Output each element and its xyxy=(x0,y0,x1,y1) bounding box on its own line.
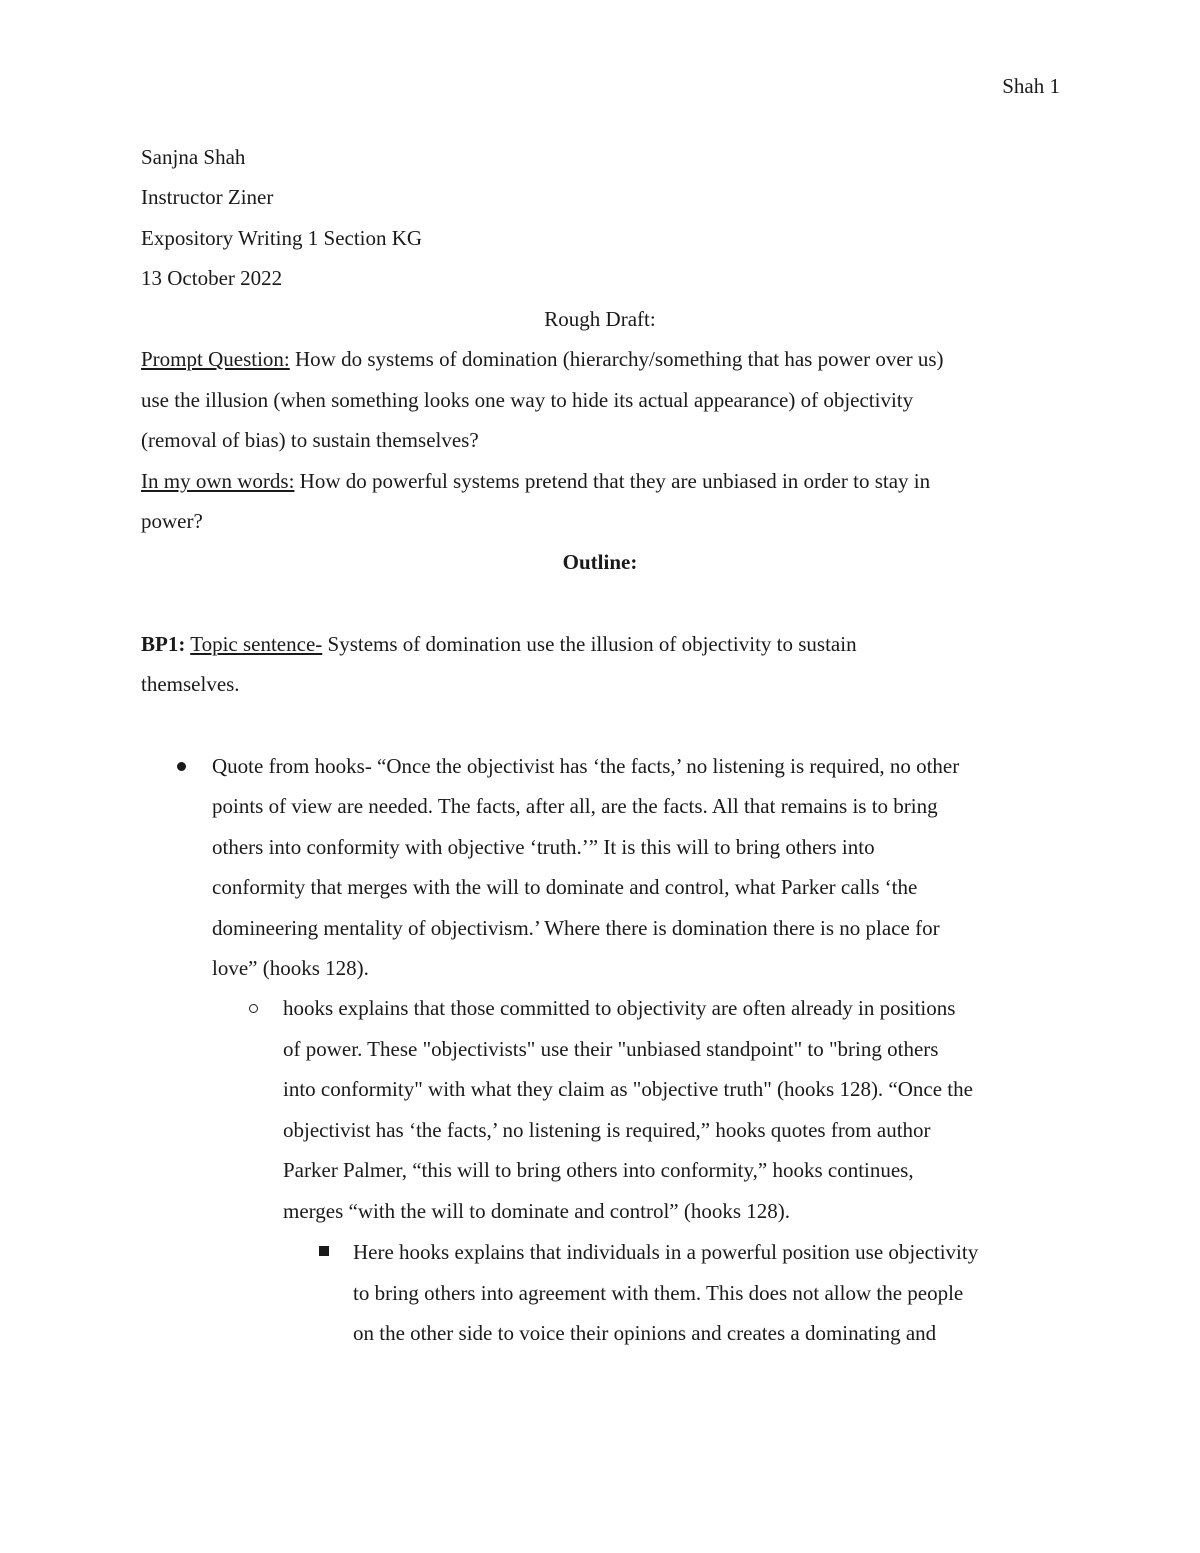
author-name: Sanjna Shah xyxy=(141,145,246,169)
bullet1-line-1: Quote from hooks- “Once the objectivist has ‘the facts,’ no listening is required, no other xyxy=(212,754,960,778)
bullet3-line-1: Here hooks explains that individuals in a powerful position use objectivity xyxy=(353,1240,979,1264)
own-words-text: How do powerful systems pretend that they are unbiased in order to stay in xyxy=(294,469,931,493)
prompt-line-1 xyxy=(141,347,944,371)
bp1-label: BP1: xyxy=(141,632,186,656)
prompt-label: Prompt Question: xyxy=(141,347,290,371)
prompt-line-2: use the illusion (when something looks one way to hide its actual appearance) of objectivity xyxy=(141,388,914,412)
bullet2-line-4: objectivist has ‘the facts,’ no listening is required,” hooks quotes from author xyxy=(283,1118,931,1142)
bullet2-line-6: merges “with the will to dominate and control” (hooks 128). xyxy=(283,1199,791,1223)
prompt-text: How do systems of domination (hierarchy/something that has power over us) xyxy=(289,347,944,371)
page-header: Shah 1 xyxy=(1002,74,1060,98)
bullet2-line-1: hooks explains that those committed to objectivity are often already in positions xyxy=(283,996,956,1020)
bullet1-line-2: points of view are needed. The facts, after all, are the facts. All that remains is to bring xyxy=(212,794,938,818)
bp1-line-1 xyxy=(141,632,857,656)
bullet2-line-3: into conformity" with what they claim as "objective truth" (hooks 128). “Once the xyxy=(283,1077,973,1101)
bullet1-line-6: love” (hooks 128). xyxy=(212,956,369,980)
own-words-line-1 xyxy=(141,469,930,493)
bp1-text: Systems of domination use the illusion of objectivity to sustain xyxy=(322,632,857,656)
course-name: Expository Writing 1 Section KG xyxy=(141,226,423,250)
topic-sentence-label: Topic sentence- xyxy=(190,632,323,656)
bullet3-line-3: on the other side to voice their opinions and creates a dominating and xyxy=(353,1321,937,1345)
bullet1-line-4: conformity that merges with the will to dominate and control, what Parker calls ‘the xyxy=(212,875,918,899)
instructor-name: Instructor Ziner xyxy=(141,185,274,209)
bullet1-line-3: others into conformity with objective ‘truth.’” It is this will to bring others into xyxy=(212,835,875,859)
bullet1-line-5: domineering mentality of objectivism.’ Where there is domination there is no place for xyxy=(212,916,940,940)
bullet2-line-2: of power. These "objectivists" use their "unbiased standpoint" to "bring others xyxy=(283,1037,939,1061)
bullet-square-icon xyxy=(319,1246,329,1256)
bullet3-line-2: to bring others into agreement with them. This does not allow the people xyxy=(353,1281,964,1305)
prompt-line-3: (removal of bias) to sustain themselves? xyxy=(141,428,479,452)
outline-heading: Outline: xyxy=(562,550,638,574)
own-words-line-2: power? xyxy=(141,509,203,533)
bullet-circle-icon xyxy=(249,1004,258,1013)
bullet-disc-icon xyxy=(177,762,186,771)
document-date: 13 October 2022 xyxy=(141,266,283,290)
own-words-label: In my own words: xyxy=(141,469,295,493)
bullet2-line-5: Parker Palmer, “this will to bring others into conformity,” hooks continues, xyxy=(283,1158,914,1182)
bp1-line-2: themselves. xyxy=(141,672,240,696)
document-title: Rough Draft: xyxy=(544,307,656,331)
